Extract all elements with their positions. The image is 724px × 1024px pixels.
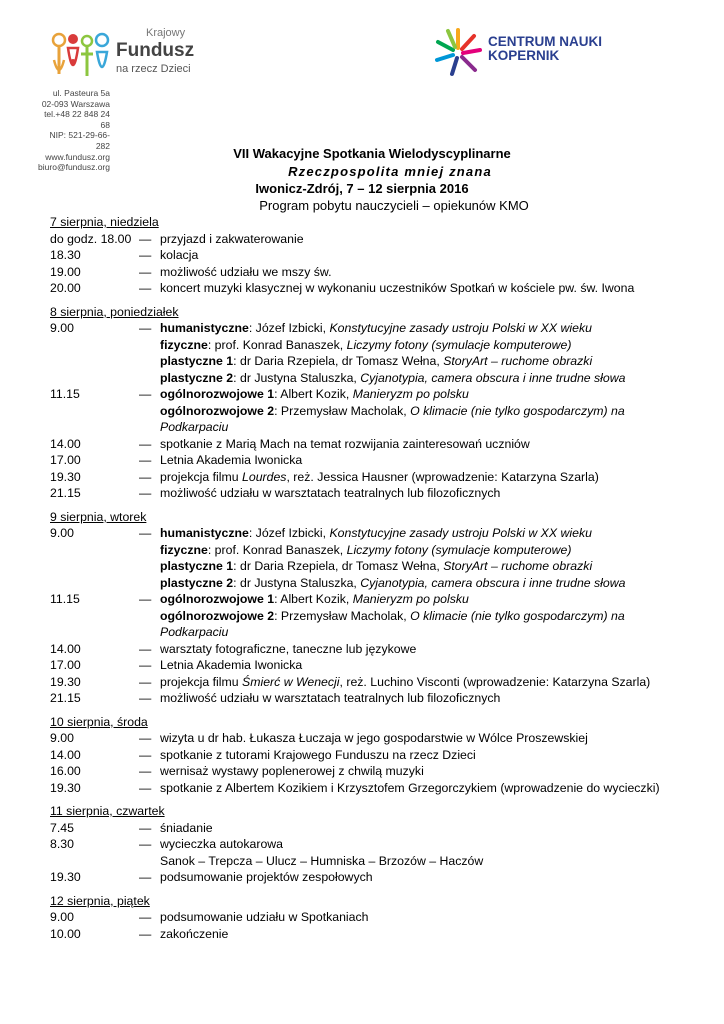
activity-text: przyjazd i zakwaterowanie — [160, 231, 304, 246]
activity-text: spotkanie z tutorami Krajowego Funduszu na rzecz Dzieci — [160, 747, 476, 762]
fundusz-figures-icon — [50, 30, 112, 82]
activity-text — [160, 386, 680, 403]
schedule-row — [50, 264, 680, 281]
activity-topic: Liczymy fotony (symulacje komputerowe) — [346, 337, 572, 352]
time-label: 14.00 — [50, 747, 81, 762]
activity-detail: : Albert Kozik, — [274, 387, 353, 401]
dash-separator: — — [139, 453, 152, 467]
schedule-row — [50, 280, 680, 297]
kff-name-line1: Krajowy — [146, 27, 186, 39]
activity-detail: : Józef Izbicki, — [248, 321, 330, 335]
activity-text — [160, 337, 680, 354]
schedule-row — [50, 820, 680, 837]
time-label: 21.15 — [50, 486, 81, 500]
time-label: 14.00 — [50, 436, 81, 451]
activity-text — [160, 469, 680, 486]
dash-separator: — — [139, 248, 152, 262]
activity-text: śniadanie — [160, 820, 213, 835]
activity-detail: : Albert Kozik, — [274, 592, 353, 606]
kff-name-line2: Fundusz — [116, 40, 195, 61]
program-heading: Program pobytu nauczycieli – opiekunów KMO — [259, 198, 529, 213]
dash-separator: — — [139, 658, 152, 672]
schedule-row — [50, 608, 680, 641]
activity-category: ogólnorozwojowe 2 — [160, 608, 275, 623]
activity-text: możliwość udziału w warsztatach teatralnych lub filozoficznych — [160, 691, 501, 705]
activity-text: Letnia Akademia Iwonicka — [160, 658, 303, 672]
activity-category: plastyczne 2 — [160, 370, 234, 385]
activity-text: Letnia Akademia Iwonicka — [160, 453, 303, 467]
dash-separator: — — [139, 469, 152, 484]
event-place-date: Iwonicz-Zdrój, 7 – 12 sierpnia 2016 — [255, 181, 469, 196]
dash-separator: — — [139, 641, 152, 656]
activity-topic: Konstytucyjne zasady ustroju Polski w XX wieku — [329, 526, 592, 540]
schedule-row — [50, 469, 680, 486]
activity-category: ogólnorozwojowe 1 — [160, 387, 275, 401]
activity-topic: O klimacie (nie tylko gospodarczym) na Podkarpaciu — [160, 608, 625, 639]
dash-separator: — — [139, 592, 152, 606]
schedule-row — [50, 231, 680, 248]
activity-text: podsumowanie projektów zespołowych — [160, 870, 373, 884]
time-label: 19.30 — [50, 469, 81, 484]
schedule-row — [50, 926, 680, 943]
cnk-name-line1: CENTRUM NAUKI — [488, 34, 602, 49]
schedule-row — [50, 869, 680, 886]
time-label: 9.00 — [50, 526, 74, 540]
activity-text — [160, 403, 630, 436]
activity-detail: , reż. Luchino Visconti (wprowadzenie: Katarzyna Szarla) — [339, 674, 651, 689]
activity-detail: : dr Daria Rzepiela, dr Tomasz Wełna, — [233, 559, 444, 573]
dash-separator: — — [139, 526, 152, 540]
day-section — [50, 803, 680, 886]
activity-topic: Manieryzm po polsku — [352, 592, 469, 606]
schedule-row — [50, 674, 680, 691]
time-label: 10.00 — [50, 926, 81, 941]
activity-text: wycieczka autokarowa — [160, 837, 284, 851]
schedule-row — [50, 353, 680, 370]
time-label: 16.00 — [50, 764, 81, 778]
time-label: 19.00 — [50, 264, 81, 279]
time-label: 17.00 — [50, 453, 81, 467]
schedule — [50, 214, 680, 942]
activity-text: możliwość udziału we mszy św. — [160, 264, 332, 279]
activity-category: fizyczne — [160, 542, 208, 557]
activity-topic: Lourdes — [242, 469, 287, 484]
dash-separator: — — [139, 691, 152, 705]
dash-separator: — — [139, 837, 152, 851]
kff-name-line3: na rzecz Dzieci — [116, 63, 191, 75]
activity-category: plastyczne 1 — [160, 559, 234, 573]
activity-detail: : Przemysław Macholak, — [274, 608, 411, 623]
time-label: 14.00 — [50, 641, 81, 656]
activity-text — [160, 558, 680, 575]
time-label: 19.30 — [50, 674, 81, 689]
schedule-row — [50, 690, 680, 707]
address-phone: tel.+48 22 848 24 68 — [44, 109, 110, 130]
activity-text: Sanok – Trepcza – Ulucz – Humniska – Brzozów – Haczów — [160, 853, 484, 868]
time-label: 11.15 — [50, 592, 80, 606]
cnk-name-line2: KOPERNIK — [488, 48, 560, 63]
time-label: 19.30 — [50, 870, 81, 884]
dash-separator: — — [139, 926, 152, 941]
activity-topic: StoryArt – ruchome obrazki — [443, 354, 593, 368]
dash-separator: — — [139, 264, 152, 279]
activity-text: spotkanie z Albertem Kozikiem i Krzysztofem Grzegorczykiem (wprowadzenie do wycieczki) — [160, 780, 660, 795]
schedule-row — [50, 730, 680, 747]
day-heading: 10 sierpnia, środa — [50, 714, 148, 729]
schedule-row — [50, 763, 680, 780]
activity-detail: : prof. Konrad Banaszek, — [207, 542, 347, 557]
address-email: biuro@fundusz.org — [38, 162, 110, 173]
activity-text: możliwość udziału w warsztatach teatralnych lub filozoficznych — [160, 486, 501, 500]
activity-text: wizyta u dr hab. Łukasza Łuczaja w jego gospodarstwie w Wólce Proszewskiej — [160, 731, 588, 745]
schedule-row — [50, 575, 680, 592]
activity-category: humanistyczne — [160, 321, 249, 335]
schedule-row — [50, 247, 680, 264]
address-street: ul. Pasteura 5a — [52, 88, 110, 98]
activity-text: wernisaż wystawy poplenerowej z chwilą muzyki — [160, 764, 424, 778]
dash-separator: — — [139, 747, 152, 762]
event-subtitle: Rzeczpospolita mniej znana — [288, 164, 492, 179]
activity-text: koncert muzyki klasycznej w wykonaniu uczestników Spotkań w kościele pw. św. Iwona — [160, 281, 635, 295]
schedule-row — [50, 370, 680, 387]
address-website: www.fundusz.org — [45, 151, 110, 162]
schedule-row — [50, 485, 680, 502]
activity-category: ogólnorozwojowe 2 — [160, 403, 275, 418]
schedule-row — [50, 591, 680, 608]
activity-topic: O klimacie (nie tylko gospodarczym) na Podkarpaciu — [160, 403, 625, 434]
activity-category: plastyczne 2 — [160, 575, 234, 590]
activity-detail: : dr Daria Rzepiela, dr Tomasz Wełna, — [233, 354, 444, 368]
time-label: 9.00 — [50, 731, 74, 745]
dash-separator: — — [139, 486, 152, 500]
activity-text — [160, 320, 680, 337]
day-heading: 12 sierpnia, piątek — [50, 893, 150, 908]
activity-text — [160, 370, 680, 387]
activity-text — [160, 591, 680, 608]
activity-text: warsztaty fotograficzne, taneczne lub językowe — [160, 641, 417, 656]
centrum-nauki-kopernik-logo — [432, 26, 622, 86]
activity-text: spotkanie z Marią Mach na temat rozwijania zainteresowań uczniów — [160, 436, 530, 451]
activity-detail: projekcja filmu — [160, 469, 243, 484]
time-label: 9.00 — [50, 321, 74, 335]
activity-detail: : Józef Izbicki, — [248, 526, 330, 540]
schedule-row — [50, 403, 680, 436]
dash-separator: — — [139, 764, 152, 778]
activity-detail: : dr Justyna Staluszka, — [233, 575, 361, 590]
schedule-row — [50, 558, 680, 575]
time-label: 21.15 — [50, 691, 81, 705]
activity-text — [160, 525, 680, 542]
schedule-row — [50, 337, 680, 354]
dash-separator: — — [139, 731, 152, 745]
address-city: 02-093 Warszawa — [41, 98, 110, 109]
cnk-star-icon — [432, 26, 484, 78]
activity-topic: Śmierć w Wenecji — [242, 674, 340, 689]
schedule-row — [50, 525, 680, 542]
dash-separator: — — [139, 387, 152, 401]
schedule-row — [50, 853, 680, 870]
dash-separator: — — [139, 281, 152, 295]
activity-topic: Manieryzm po polsku — [352, 387, 469, 401]
schedule-row — [50, 836, 680, 853]
time-label: 9.00 — [50, 910, 74, 924]
activity-text — [160, 353, 680, 370]
activity-topic: StoryArt – ruchome obrazki — [443, 559, 593, 573]
activity-topic: Konstytucyjne zasady ustroju Polski w XX wieku — [329, 321, 592, 335]
address-nip: NIP: 521-29-66-282 — [49, 130, 110, 151]
activity-category: humanistyczne — [160, 526, 249, 540]
schedule-row — [50, 909, 680, 926]
activity-detail: : dr Justyna Staluszka, — [233, 370, 361, 385]
schedule-row — [50, 320, 680, 337]
dash-separator: — — [139, 436, 152, 451]
activity-text: kolacja — [160, 248, 199, 262]
time-label: 7.45 — [50, 820, 74, 835]
krajowy-fundusz-logo — [50, 27, 220, 85]
day-heading: 9 sierpnia, wtorek — [50, 509, 147, 524]
time-label: do godz. 18.00 — [50, 231, 132, 246]
dash-separator: — — [139, 870, 152, 884]
activity-detail: : prof. Konrad Banaszek, — [207, 337, 347, 352]
day-heading: 8 sierpnia, poniedziałek — [50, 304, 179, 319]
activity-category: fizyczne — [160, 337, 208, 352]
schedule-row — [50, 436, 680, 453]
time-label: 8.30 — [50, 837, 74, 851]
activity-topic: Cyjanotypia, camera obscura i inne trudne słowa — [360, 370, 626, 385]
time-label: 19.30 — [50, 780, 81, 795]
activity-detail: , reż. Jessica Hausner (wprowadzenie: Katarzyna Szarla) — [286, 469, 599, 484]
activity-detail: : Przemysław Macholak, — [274, 403, 411, 418]
dash-separator: — — [139, 780, 152, 795]
time-label: 11.15 — [50, 387, 80, 401]
time-label: 18.30 — [50, 248, 81, 262]
schedule-row — [50, 542, 680, 559]
day-heading: 11 sierpnia, czwartek — [50, 804, 165, 818]
dash-separator: — — [139, 674, 152, 689]
day-section — [50, 893, 680, 943]
time-label: 20.00 — [50, 281, 81, 295]
schedule-row — [50, 780, 680, 797]
activity-text: zakończenie — [160, 926, 229, 941]
activity-text — [160, 575, 680, 592]
activity-topic: Cyjanotypia, camera obscura i inne trudne słowa — [360, 575, 626, 590]
dash-separator: — — [139, 820, 152, 835]
activity-category: plastyczne 1 — [160, 354, 234, 368]
day-section — [50, 304, 680, 502]
dash-separator: — — [139, 910, 152, 924]
activity-detail: projekcja filmu — [160, 674, 243, 689]
schedule-row — [50, 386, 680, 403]
schedule-row — [50, 657, 680, 674]
day-section — [50, 714, 680, 797]
dash-separator: — — [139, 231, 152, 246]
activity-text: podsumowanie udziału w Spotkaniach — [160, 910, 369, 924]
activity-category: ogólnorozwojowe 1 — [160, 592, 275, 606]
day-section — [50, 509, 680, 707]
activity-text — [160, 542, 680, 559]
dash-separator: — — [139, 321, 152, 335]
schedule-row — [50, 452, 680, 469]
event-title: VII Wakacyjne Spotkania Wielodyscyplinarne — [233, 146, 511, 161]
schedule-row — [50, 747, 680, 764]
activity-topic: Liczymy fotony (symulacje komputerowe) — [346, 542, 572, 557]
activity-text — [160, 608, 630, 641]
day-section — [50, 214, 680, 297]
activity-text — [160, 674, 680, 691]
schedule-row — [50, 641, 680, 658]
time-label: 17.00 — [50, 658, 81, 672]
day-heading: 7 sierpnia, niedziela — [50, 215, 159, 229]
